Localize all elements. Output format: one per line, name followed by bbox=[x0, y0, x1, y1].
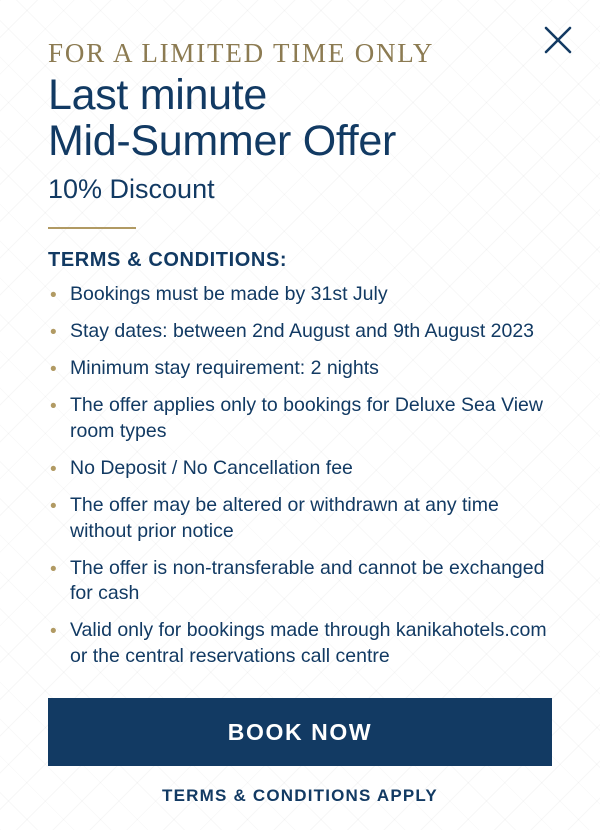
promo-content bbox=[48, 38, 552, 681]
terms-and-conditions-link[interactable]: TERMS & CONDITIONS APPLY bbox=[162, 786, 438, 805]
list-item bbox=[48, 618, 552, 670]
list-item-label: Bookings must be made by 31st July bbox=[70, 283, 388, 306]
bullet-icon: • bbox=[50, 495, 57, 517]
terms-heading: TERMS & CONDITIONS: bbox=[48, 249, 288, 272]
list-item bbox=[48, 393, 552, 445]
list-item bbox=[48, 282, 552, 308]
list-item bbox=[48, 456, 552, 482]
list-item-label: The offer may be altered or withdrawn at any time without prior notice bbox=[70, 493, 499, 542]
terms-list bbox=[48, 282, 552, 670]
list-item-label: The offer applies only to bookings for Deluxe Sea View room types bbox=[70, 393, 543, 442]
list-item-label: Stay dates: between 2nd August and 9th August 2023 bbox=[70, 320, 535, 343]
gold-divider bbox=[48, 227, 136, 229]
bullet-icon: • bbox=[50, 359, 57, 380]
list-item-label: Minimum stay requirement: 2 nights bbox=[70, 357, 379, 379]
list-item-label: No Deposit / No Cancellation fee bbox=[70, 456, 353, 479]
bullet-icon: • bbox=[50, 558, 57, 580]
bullet-icon: • bbox=[50, 621, 57, 643]
bullet-icon: • bbox=[50, 458, 57, 480]
promo-subhead: 10% Discount bbox=[48, 174, 215, 205]
bullet-icon: • bbox=[50, 395, 57, 417]
list-item bbox=[48, 493, 552, 545]
book-now-button[interactable]: BOOK NOW bbox=[48, 698, 552, 766]
list-item bbox=[48, 319, 552, 345]
list-item bbox=[48, 556, 552, 608]
list-item-label: Valid only for bookings made through kanikahotels.com or the central reservations call centre bbox=[70, 619, 547, 668]
headline-line-2: Mid-Summer Offer bbox=[48, 116, 397, 165]
list-item-label: The offer is non-transferable and cannot be exchanged for cash bbox=[70, 556, 545, 605]
headline-line-1: Last minute bbox=[48, 71, 267, 119]
promo-eyebrow: FOR A LIMITED TIME ONLY bbox=[48, 38, 435, 68]
bullet-icon: • bbox=[50, 322, 57, 344]
bullet-icon: • bbox=[50, 285, 57, 307]
list-item bbox=[48, 356, 552, 382]
page-title bbox=[48, 73, 552, 164]
